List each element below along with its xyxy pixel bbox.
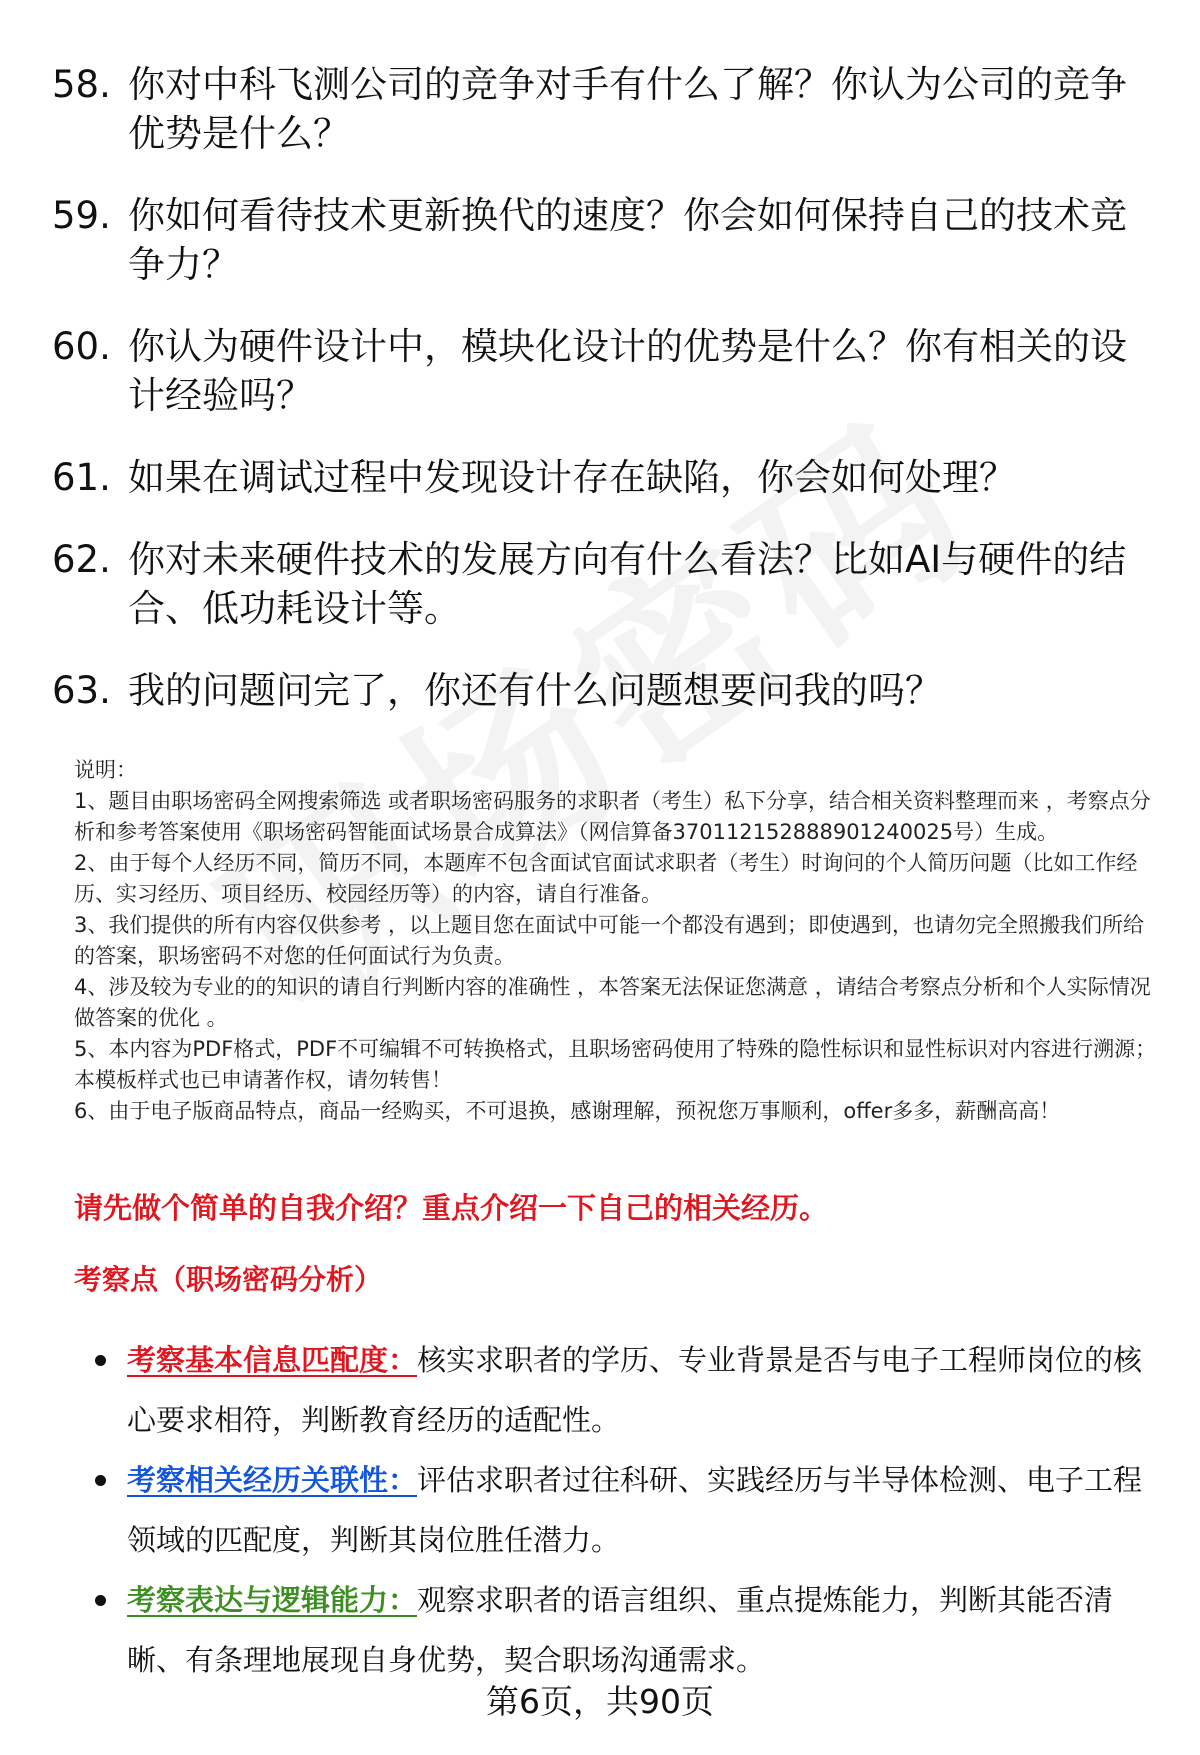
bullet-icon xyxy=(95,1475,106,1486)
notes-item: 6、由于电子版商品特点，商品一经购买，不可退换，感谢理解，预祝您万事顺利，offer多多，薪酬高高！ xyxy=(74,1099,1061,1123)
point-text: 核实求职者的学历、专业背景是否与电子工程师岗位的核心要求相符，判断教育经历的适配性。 xyxy=(127,1343,1143,1437)
interview-question-title: 请先做个简单的自我介绍？重点介绍一下自己的相关经历。 xyxy=(74,1191,829,1225)
question-item xyxy=(52,535,1152,633)
question-number: 60. xyxy=(52,325,111,368)
analysis-points xyxy=(95,1330,1155,1690)
question-item xyxy=(52,322,1152,420)
question-text: 你如何看待技术更新换代的速度？你会如何保持自己的技术竞争力？ xyxy=(128,194,1127,286)
question-number: 59. xyxy=(52,194,111,237)
notes-section xyxy=(74,755,1164,1127)
point-text: 观察求职者的语言组织、重点提炼能力，判断其能否清晰、有条理地展现自身优势，契合职场沟通需求。 xyxy=(127,1583,1114,1677)
notes-item: 3、我们提供的所有内容仅供参考 ，以上题目您在面试中可能一个都没有遇到；即使遇到，也请勿完全照搬我们所给的答案，职场密码不对您的任何面试行为负责。 xyxy=(74,913,1145,968)
analysis-point xyxy=(95,1450,1155,1570)
bullet-icon xyxy=(95,1595,106,1606)
question-text: 如果在调试过程中发现设计存在缺陷，你会如何处理？ xyxy=(128,456,1016,499)
page-number: 第6页，共90页 xyxy=(486,1682,714,1721)
analysis-point xyxy=(95,1330,1155,1450)
question-number: 61. xyxy=(52,456,111,499)
bullet-icon xyxy=(95,1355,106,1366)
question-number: 63. xyxy=(52,669,111,712)
question-text: 你对中科飞测公司的竞争对手有什么了解？你认为公司的竞争优势是什么？ xyxy=(128,63,1127,155)
question-item xyxy=(52,666,1152,715)
question-list xyxy=(52,60,1152,748)
notes-item: 1、题目由职场密码全网搜索筛选 或者职场密码服务的求职者（考生）私下分享，结合相关资料整理而来 ，考察点分析和参考答案使用《职场密码智能面试场景合成算法》（网信算备370112152888901240025号）生成。 xyxy=(74,789,1151,844)
analysis-point xyxy=(95,1570,1155,1690)
question-number: 62. xyxy=(52,538,111,581)
question-text: 你认为硬件设计中，模块化设计的优势是什么？你有相关的设计经验吗？ xyxy=(128,325,1127,417)
question-item xyxy=(52,191,1152,289)
notes-item: 2、由于每个人经历不同，简历不同，本题库不包含面试官面试求职者（考生）时询问的个人简历问题（比如工作经历、实习经历、项目经历、校园经历等）的内容，请自行准备。 xyxy=(74,851,1138,906)
notes-heading: 说明： xyxy=(74,758,137,782)
point-label: 考察表达与逻辑能力： xyxy=(127,1583,418,1617)
point-text: 评估求职者过往科研、实践经历与半导体检测、电子工程领域的匹配度，判断其岗位胜任潜力。 xyxy=(127,1463,1143,1557)
notes-item: 5、本内容为PDF格式，PDF不可编辑不可转换格式，且职场密码使用了特殊的隐性标识和显性标识对内容进行溯源；本模板样式也已申请著作权，请勿转售！ xyxy=(74,1037,1157,1092)
question-number: 58. xyxy=(52,63,111,106)
notes-item: 4、涉及较为专业的的知识的请自行判断内容的准确性 ，本答案无法保证您满意 ，请结合考察点分析和个人实际情况做答案的优化 。 xyxy=(74,975,1151,1030)
analysis-title: 考察点（职场密码分析） xyxy=(74,1263,383,1296)
question-text: 我的问题问完了，你还有什么问题想要问我的吗？ xyxy=(128,669,942,712)
question-item xyxy=(52,60,1152,158)
point-label: 考察基本信息匹配度： xyxy=(127,1343,418,1377)
question-text: 你对未来硬件技术的发展方向有什么看法？比如AI与硬件的结合、低功耗设计等。 xyxy=(128,538,1127,630)
question-item xyxy=(52,453,1152,502)
point-label: 考察相关经历关联性： xyxy=(127,1463,418,1497)
